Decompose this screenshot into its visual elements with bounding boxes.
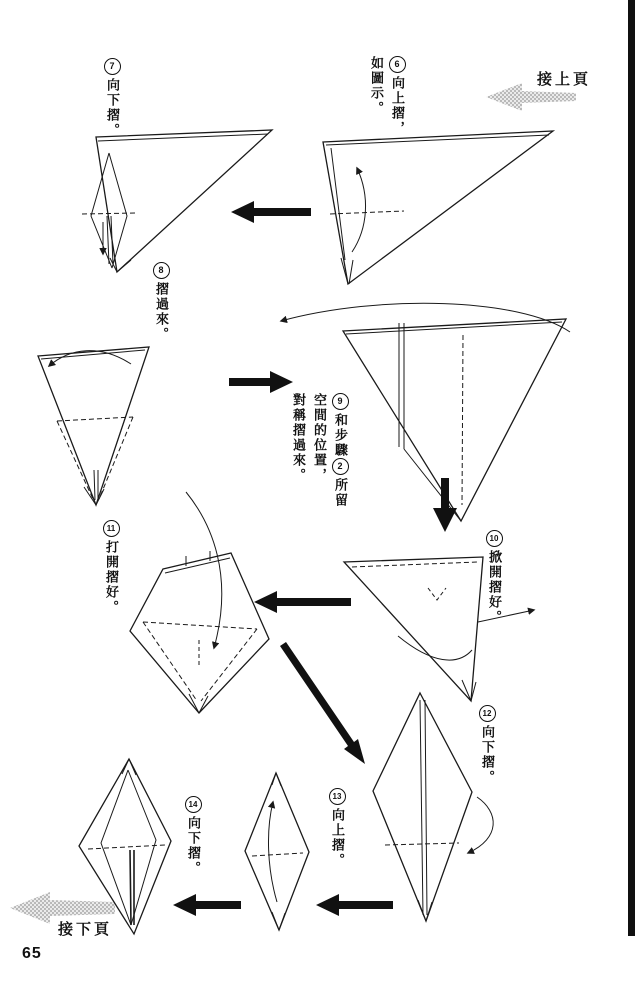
label-column xyxy=(484,530,505,625)
step-text: 向上摺， xyxy=(390,76,405,136)
arrow-step12-to-step13 xyxy=(316,894,393,916)
step-number-badge: 14 xyxy=(185,796,202,813)
step6-figure xyxy=(323,131,553,284)
step-text: 對稱摺過來。 xyxy=(291,393,306,483)
page-edge-bar xyxy=(628,0,635,936)
step7-label xyxy=(101,58,123,138)
step8-figure xyxy=(38,347,149,505)
step-text: 所留 xyxy=(333,478,348,508)
step-number-badge: 7 xyxy=(104,58,121,75)
step-text: 向下摺。 xyxy=(480,725,495,785)
step8-label xyxy=(150,262,172,342)
step14-label xyxy=(182,796,204,876)
arrow-step6-to-step7 xyxy=(231,201,311,223)
step10-label xyxy=(483,530,505,625)
step-number-badge: 9 xyxy=(332,393,349,410)
label-column xyxy=(327,788,348,868)
step11-figure xyxy=(130,492,269,713)
step6-label xyxy=(364,56,408,136)
label-column xyxy=(477,705,498,785)
step9-label xyxy=(285,393,351,508)
step-text: 打開摺好。 xyxy=(104,540,119,615)
step7-figure xyxy=(82,130,272,272)
step11-label xyxy=(100,520,122,615)
label-column xyxy=(309,393,330,508)
arrow-step8-to-step9 xyxy=(229,371,293,393)
step-text: 和步驟 xyxy=(333,413,348,458)
arrow-step9-to-step10 xyxy=(433,478,457,532)
step-text: 摺過來。 xyxy=(154,282,169,342)
step-number-badge: 8 xyxy=(153,262,170,279)
arrow-step10-to-step11 xyxy=(254,591,351,613)
step-number-badge: 13 xyxy=(329,788,346,805)
next-page-label: 接下頁 xyxy=(58,921,113,938)
step10-figure xyxy=(344,557,534,701)
label-column xyxy=(151,262,172,342)
step13-label xyxy=(326,788,348,868)
step-text: 向下摺。 xyxy=(186,816,201,876)
page-number: 65 xyxy=(22,945,42,962)
label-column xyxy=(366,56,387,136)
step-ref-number-badge: 2 xyxy=(332,458,349,475)
step-text: 向下摺。 xyxy=(105,78,120,138)
step-text: 如圖示。 xyxy=(369,56,384,116)
step13-figure xyxy=(245,773,309,930)
step12-label xyxy=(476,705,498,785)
label-column xyxy=(387,56,408,136)
step-text: 向上摺。 xyxy=(330,808,345,868)
arrow-step11-to-step12 xyxy=(280,642,365,764)
label-column xyxy=(102,58,123,138)
label-column xyxy=(330,393,351,508)
step-text: 掀開摺好。 xyxy=(487,550,502,625)
step-number-badge: 12 xyxy=(479,705,496,722)
label-column xyxy=(101,520,122,615)
step-number-badge: 6 xyxy=(389,56,406,73)
step-number-badge: 11 xyxy=(103,520,120,537)
step-number-badge: 10 xyxy=(486,530,503,547)
label-column xyxy=(288,393,309,508)
step-text: 空間的位置， xyxy=(312,393,327,483)
prev-page-label: 接上頁 xyxy=(537,71,592,88)
label-column xyxy=(183,796,204,876)
arrow-step13-to-step14 xyxy=(173,894,241,916)
